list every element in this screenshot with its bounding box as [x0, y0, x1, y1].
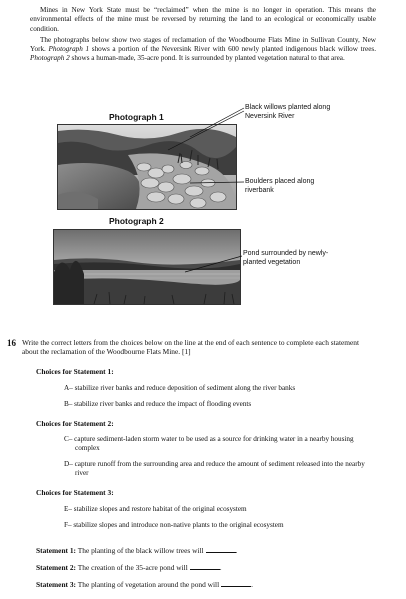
statement-2-text: The creation of the 35-acre pond will: [77, 563, 188, 572]
choice-a: A– stabilize river banks and reduce deposition of sediment along the river banks: [64, 384, 296, 392]
intro-p2-part-a: The photographs below show two stages of reclamation of the Woodbourne Flats Mine in Sullivan County, New York.: [30, 35, 376, 54]
intro-paragraph-1: Mines in New York State must be “reclaimed” when the mine is no longer in operation. This means the environmental effects of the mine must be reversed by returning the land to an ecological or economically usable condition.: [30, 6, 376, 33]
question-prompt: [22, 338, 374, 356]
intro-p2-part-c: shows a human-made, 35-acre pond. It is surrounded by planted vegetation natural to that area.: [69, 54, 345, 63]
intro-p2-photo2-ref: Photograph 2: [30, 54, 70, 63]
statement-1-label: Statement 1:: [36, 546, 77, 555]
intro-p2-part-b: shows a portion of the Neversink River with 600 newly planted indigenous black willow trees.: [89, 45, 376, 54]
statement-2-answer-blank[interactable]: [190, 563, 220, 570]
statement-1-answer-blank[interactable]: [206, 546, 236, 553]
question-credit: [1]: [182, 347, 191, 357]
question-number: 16: [7, 338, 16, 348]
choice-f: F– stabilize slopes and introduce non-native plants to the original ecosystem: [64, 521, 284, 529]
choice-c: C– capture sediment-laden storm water to be used as a source for drinking water in a nearby housing complex: [64, 435, 354, 453]
statement-3-text: The planting of vegetation around the pond will: [77, 580, 220, 589]
choices-statement-2-heading: Choices for Statement 2:: [36, 419, 114, 428]
statement-3-answer-blank[interactable]: [221, 580, 251, 587]
statement-2: Statement 2: The creation of the 35-acre pond will .: [36, 563, 222, 572]
statement-1: Statement 1: The planting of the black willow trees will .: [36, 546, 238, 555]
choices-statement-1-heading: Choices for Statement 1:: [36, 367, 114, 376]
callout-pond: Pond surrounded by newly-planted vegetation: [243, 250, 329, 266]
callout-black-willows: Black willows planted along Neversink River: [245, 104, 331, 120]
photograph-1-title: Photograph 1: [109, 112, 164, 122]
choice-b: B– stabilize river banks and reduce the impact of flooding events: [64, 400, 252, 408]
choice-d: D– capture runoff from the surrounding area and reduce the amount of sediment released into the nearby river: [64, 460, 365, 478]
statement-2-label: Statement 2:: [36, 563, 77, 572]
choices-statement-3-heading: Choices for Statement 3:: [36, 488, 114, 497]
statement-3-label: Statement 3:: [36, 580, 77, 589]
question-text: Write the correct letters from the choices below on the line at the end of each sentence to complete each statement about the reclamation of the Woodbourne Flats Mine.: [22, 338, 360, 357]
statement-3: Statement 3: The planting of vegetation around the pond will .: [36, 580, 254, 589]
statement-1-text: The planting of the black willow trees will: [77, 546, 204, 555]
choice-e: E– stabilize slopes and restore habitat of the original ecosystem: [64, 505, 247, 513]
intro-p2-photo1-ref: Photograph 1: [48, 45, 90, 54]
callout-boulders: Boulders placed along riverbank: [245, 178, 315, 194]
photograph-2-title: Photograph 2: [109, 216, 164, 226]
